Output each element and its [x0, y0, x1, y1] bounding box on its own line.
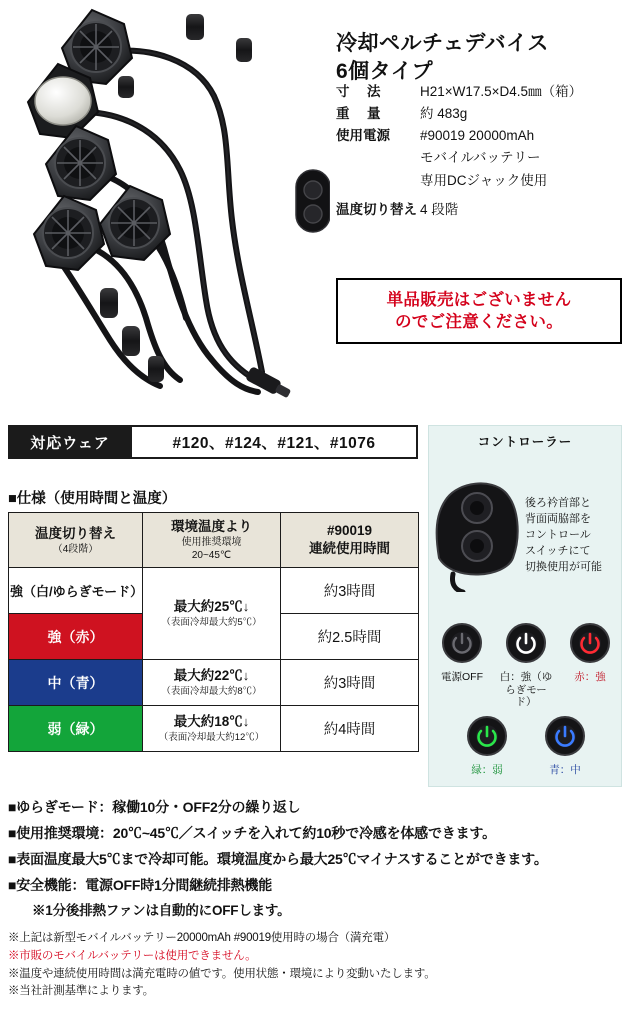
spec-row — [336, 82, 626, 101]
led-item-green — [460, 715, 514, 777]
temp-sub: （表面冷却最大約8℃） — [161, 685, 262, 697]
warning-line1: 単品販売はございません — [386, 290, 572, 309]
spec-row — [336, 104, 626, 123]
table-header-cell — [9, 513, 143, 568]
spec-key — [336, 171, 420, 190]
temp-arrow: ↓ — [242, 713, 250, 729]
table-header-cell — [143, 513, 281, 568]
spec-row — [336, 148, 626, 167]
led-item-blue — [538, 715, 592, 777]
controller-title: コントローラー — [477, 435, 573, 449]
controller-led-legend — [429, 622, 623, 776]
hours-cell: 約3時間 — [281, 660, 419, 706]
table-row — [9, 568, 419, 614]
temp-arrow: ↓ — [242, 598, 250, 614]
table-row — [9, 660, 419, 706]
spec-key — [336, 148, 420, 167]
controller-note: 後ろ衿首部と 背面両脇部を コントロール スイッチにて 切換使用が可能 — [525, 497, 602, 573]
temperature-cell — [143, 660, 281, 706]
temperature-cell — [143, 568, 281, 660]
table-header-row — [9, 513, 419, 568]
temp-sub: （表面冷却最大約12℃） — [158, 731, 265, 743]
spec-value: モバイルバッテリー — [420, 150, 541, 166]
warning-line2: のでご注意ください。 — [395, 313, 563, 331]
table-row — [9, 706, 419, 752]
power-off-icon — [441, 622, 483, 664]
note-item: ■ゆらぎモード：稼働10分・OFF2分の繰り返し — [8, 799, 301, 815]
spec-key: 使用電源 — [336, 128, 390, 144]
temp-main: 最大約22℃ — [173, 667, 243, 683]
product-title-line1: 冷却ペルチェデバイス — [336, 32, 549, 55]
note-item: ■安全機能：電源OFF時1分間継続排熱機能 — [8, 877, 273, 893]
spec-section-heading: ■仕様（使用時間と温度） — [8, 491, 177, 507]
led-caption: 青：中 — [549, 763, 581, 776]
header-main: 温度切り替え — [35, 525, 116, 541]
temp-sub: （表面冷却最大約5℃） — [161, 616, 262, 628]
note-item-indent: ※1分後排熱ファンは自動的にOFFします。 — [32, 903, 291, 918]
spec-value: 4 段階 — [420, 201, 459, 217]
power-white-icon — [505, 622, 547, 664]
led-caption: 緑：弱 — [471, 763, 503, 776]
spec-row — [336, 200, 626, 219]
compatible-wear-label: 対応ウェア — [8, 425, 132, 459]
hours-cell: 約4時間 — [281, 706, 419, 752]
header-main: 環境温度より — [171, 519, 252, 534]
footnote-item: ※温度や連続使用時間は満充電時の値です。使用状態・環境により変動いたします。 — [8, 967, 436, 980]
product-photo — [0, 0, 330, 415]
product-title-line2: 6個タイプ — [336, 60, 434, 84]
spec-value: #90019 20000mAh — [420, 128, 535, 144]
header-sub: 使用推奨環境 20~45℃ — [181, 537, 242, 562]
temperature-cell — [143, 706, 281, 752]
mode-cell: 中（青） — [9, 660, 143, 706]
spec-table — [8, 512, 419, 752]
power-blue-icon — [544, 715, 586, 757]
led-caption: 赤：強 — [574, 671, 606, 683]
compatible-wear-value: #120、#124、#121、#1076 — [132, 425, 418, 459]
led-item-white — [499, 622, 553, 709]
top-section — [0, 0, 630, 415]
footnote-item: ※当社計測基準によります。 — [8, 985, 154, 998]
warning-text — [387, 289, 572, 334]
footnotes-section — [8, 930, 622, 1001]
product-spec-list — [336, 82, 626, 222]
footnote-item: ※市販のモバイルバッテリーは使用できません。 — [8, 949, 257, 962]
mode-cell: 強（白/ゆらぎモード） — [9, 568, 143, 614]
spec-value: 約 483g — [420, 106, 468, 122]
note-item: ■使用推奨環境：20℃~45℃／スイッチを入れて約10秒で冷感を体感できます。 — [8, 825, 496, 841]
led-item-power-off — [435, 622, 489, 709]
spec-key: 温度切り替え — [336, 201, 417, 217]
hours-cell: 約2.5時間 — [281, 614, 419, 660]
footnote-item: ※上記は新型モバイルバッテリー20000mAh #90019使用時の場合（満充電） — [8, 932, 396, 944]
temp-main: 最大約25℃ — [173, 598, 243, 614]
note-item: ■表面温度最大5℃まで冷却可能。環境温度から最大25℃マイナスすることができます。 — [8, 851, 548, 867]
mode-cell: 弱（緑） — [9, 706, 143, 752]
spec-row — [336, 126, 626, 145]
led-item-red — [563, 622, 617, 709]
power-green-icon — [466, 715, 508, 757]
notes-section — [8, 797, 622, 926]
header-sub: 連続使用時間 — [309, 541, 390, 557]
spec-value: H21×W17.5×D4.5㎜（箱） — [420, 84, 583, 99]
power-red-icon — [569, 622, 611, 664]
header-sub: （4段階） — [52, 543, 99, 555]
mode-cell: 強（赤） — [9, 614, 143, 660]
led-caption: 白：強（ゆらぎモード） — [499, 671, 553, 709]
compatible-wear-bar — [8, 425, 418, 459]
led-row — [429, 715, 623, 777]
controller-device-image — [433, 474, 529, 597]
spec-value: 専用DCジャック使用 — [420, 172, 548, 188]
table-header-cell — [281, 513, 419, 568]
temp-arrow: ↓ — [242, 667, 250, 683]
controller-body — [429, 450, 621, 600]
led-row — [429, 622, 623, 709]
header-main: #90019 — [326, 522, 373, 538]
controller-panel — [428, 425, 622, 787]
spec-key: 重 量 — [336, 106, 383, 122]
spec-key: 寸 法 — [336, 84, 383, 99]
hours-cell: 約3時間 — [281, 568, 419, 614]
page-title — [336, 30, 549, 87]
spec-row — [336, 171, 626, 190]
led-caption: 電源OFF — [441, 671, 483, 683]
temp-main: 最大約18℃ — [173, 713, 243, 729]
warning-box — [336, 278, 622, 344]
